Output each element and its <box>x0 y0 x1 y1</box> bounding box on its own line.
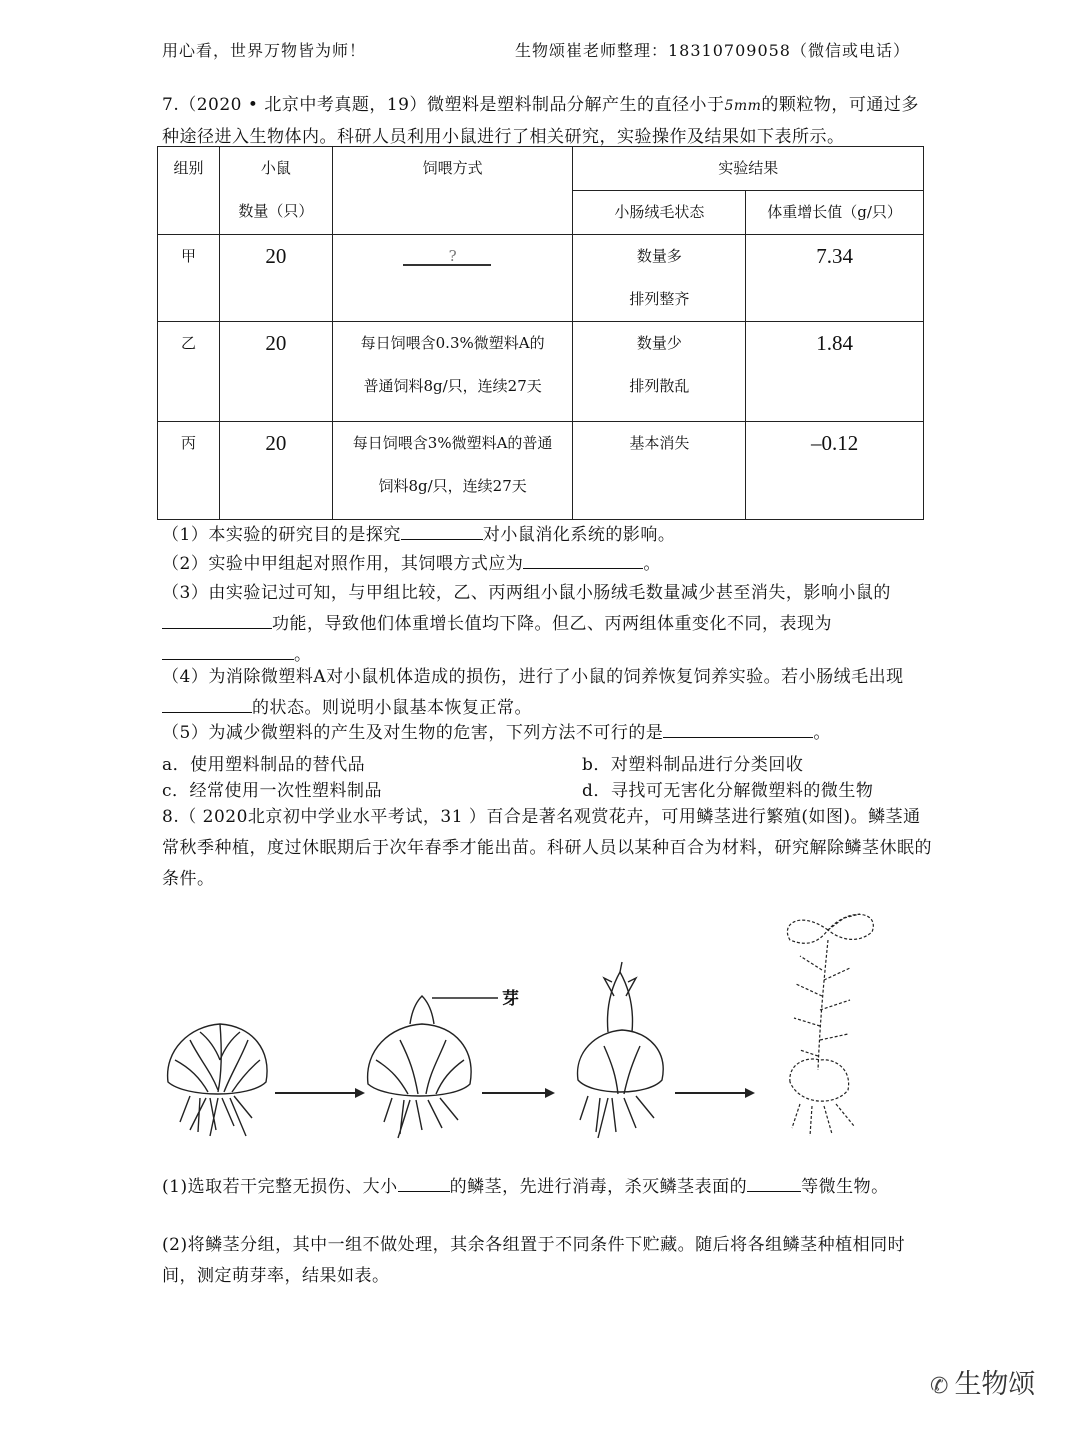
header-weight: 体重增长值（g/只） <box>746 191 924 235</box>
option-a[interactable]: a．使用塑料制品的替代品 <box>162 755 366 775</box>
q7-sub3: （3）由实验记过可知，与甲组比较，乙、丙两组小鼠小肠绒毛数量减少甚至消失，影响小鼠的功能，导致他们体重增长值均下降。但乙、丙两组体重变化不同，表现为。 <box>162 583 891 665</box>
header-feed: 饲喂方式 <box>332 147 573 235</box>
answer-blank[interactable] <box>663 719 813 738</box>
bud-label: 芽 <box>502 989 519 1009</box>
option-b[interactable]: b．对塑料制品进行分类回收 <box>582 755 804 775</box>
weight-cell: 7.34 <box>746 235 924 322</box>
count-cell: 20 <box>219 235 332 322</box>
watermark: ✆ 生物颂 <box>930 1369 1036 1400</box>
header-result: 实验结果 <box>573 147 924 191</box>
option-c[interactable]: c．经常使用一次性塑料制品 <box>162 781 383 801</box>
q8-intro: 8.（ 2020北京初中学业水平考试，31 ）百合是著名观赏花卉，可用鳞茎进行繁殖(如图)。鳞茎通常秋季种植，度过休眠期后于次年春季才能出苗。科研人员以某种百合为材料，研究解除鳞茎休眠的条件。 <box>162 807 932 889</box>
q7-sub4: （4）为消除微塑料A对小鼠机体造成的损伤，进行了小鼠的饲养恢复饲养实验。若小肠绒毛出现的状态。则说明小鼠基本恢复正常。 <box>162 667 904 718</box>
q7-sub5: （5）为减少微塑料的产生及对生物的危害，下列方法不可行的是 。 <box>162 718 932 749</box>
experiment-table <box>157 146 924 520</box>
sprouting-bulb-icon <box>368 996 471 1138</box>
option-d[interactable]: d．寻找可无害化分解微塑料的微生物 <box>582 781 874 801</box>
feed-cell: 每日饲喂含3%微塑料A的普通 饲料8g/只，连续27天 <box>332 422 573 520</box>
villi-cell: 基本消失 <box>573 422 746 520</box>
wechat-icon: ✆ <box>930 1374 949 1399</box>
header-motto: 用心看，世界万物皆为师！ <box>162 41 367 60</box>
group-cell: 丙 <box>158 422 220 520</box>
flowering-lily-icon <box>787 914 873 1136</box>
feed-cell: 每日饲喂含0.3%微塑料A的 普通饲料8g/只，连续27天 <box>332 322 573 422</box>
weight-cell: –0.12 <box>746 422 924 520</box>
villi-cell: 数量多 排列整齐 <box>573 235 746 322</box>
answer-blank[interactable] <box>747 1173 801 1192</box>
group-cell: 乙 <box>158 322 220 422</box>
answer-blank[interactable] <box>401 521 483 540</box>
table-row <box>158 422 924 520</box>
q7-sub2: （2）实验中甲组起对照作用，其饲喂方式应为 。 <box>162 549 932 580</box>
count-cell: 20 <box>219 322 332 422</box>
header-mice: 小鼠 数量（只） <box>219 147 332 235</box>
count-cell: 20 <box>219 422 332 520</box>
table-row <box>158 235 924 322</box>
answer-blank[interactable] <box>523 550 643 569</box>
shoot-bulb-icon <box>578 962 664 1138</box>
feed-cell <box>332 235 573 322</box>
group-cell: 甲 <box>158 235 220 322</box>
answer-blank[interactable] <box>398 1173 450 1192</box>
q7-sub1: （1）本实验的研究目的是探究 对小鼠消化系统的影响。 <box>162 520 932 551</box>
answer-blank[interactable] <box>162 694 252 713</box>
feed-unknown: ? <box>448 247 457 265</box>
villi-cell: 数量少 排列散乱 <box>573 322 746 422</box>
weight-cell: 1.84 <box>746 322 924 422</box>
answer-blank[interactable] <box>162 610 272 629</box>
q8-sub1: (1)选取若干完整无损伤、大小 的鳞茎，先进行消毒，杀灭鳞茎表面的 等微生物。 <box>162 1172 932 1203</box>
header-contact: 生物颂崔老师整理：18310709058（微信或电话） <box>515 41 910 60</box>
table-row <box>158 322 924 422</box>
q8-sub2: (2)将鳞茎分组，其中一组不做处理，其余各组置于不同条件下贮藏。随后将各组鳞茎种植相同时间，测定萌芽率，结果如表。 <box>162 1235 906 1286</box>
header-villi: 小肠绒毛状态 <box>573 191 746 235</box>
dormant-bulb-icon <box>168 1024 267 1136</box>
header-group: 组别 <box>158 147 220 235</box>
answer-blank[interactable] <box>162 641 294 660</box>
q7-intro: 7.（2020 • 北京中考真题，19）微塑料是塑料制品分解产生的直径小于5mm的颗粒物，可通过多种途径进入生物体内。科研人员利用小鼠进行了相关研究，实验操作及结果如下表所示。 <box>162 95 919 147</box>
lily-bulb-growth-diagram <box>160 900 920 1160</box>
